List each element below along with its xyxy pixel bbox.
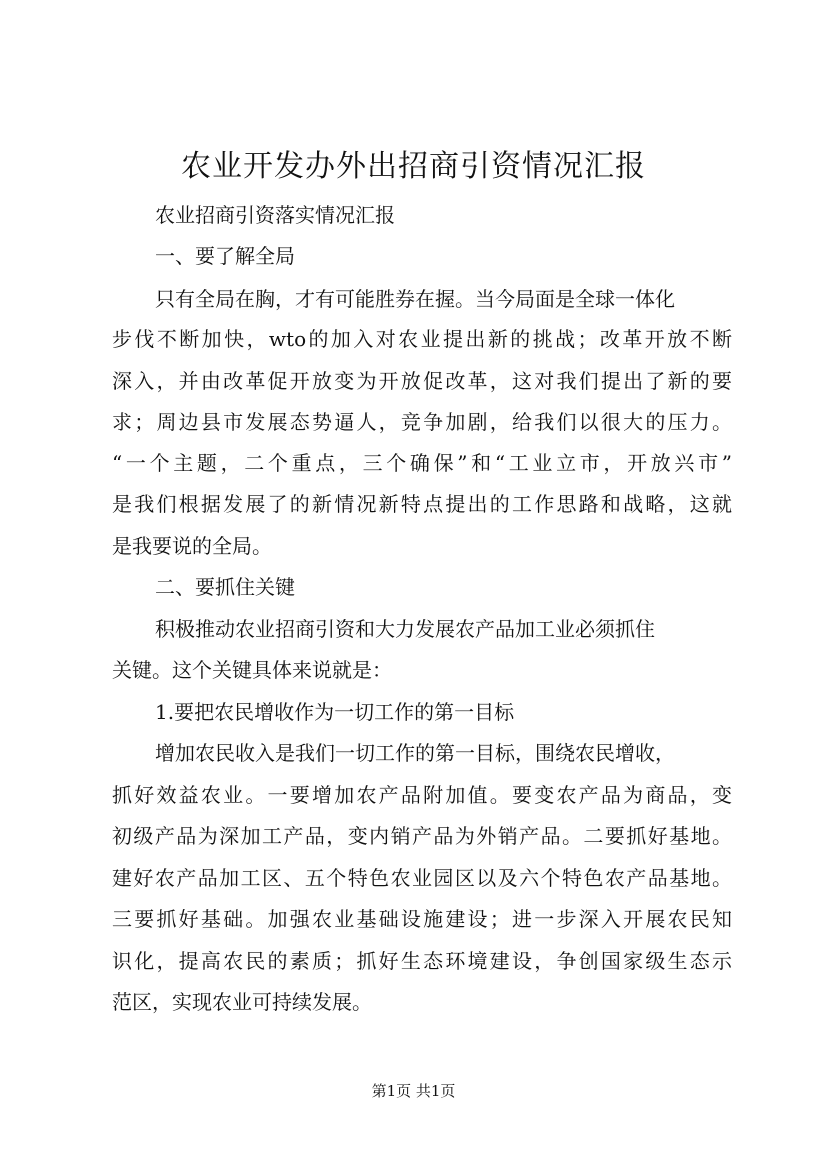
section-heading-2: 二、要抓住关键 [155,575,295,599]
paragraph-line: 求；周边县市发展态势逼人，竞争加剧，给我们以很大的压力。 [112,410,732,434]
paragraph-line: 三要抓好基础。加强农业基础设施建设；进一步深入开展农民知 [112,907,732,931]
paragraph-line: “一个主题，二个重点，三个确保”和“工业立市，开放兴市” [112,451,732,475]
paragraph-line: 范区，实现农业可持续发展。 [112,990,372,1014]
paragraph-line: 增加农民收入是我们一切工作的第一目标，围绕农民增收， [155,741,675,765]
paragraph-line: 积极推动农业招商引资和大力发展农产品加工业必须抓住 [155,617,655,641]
subtitle-line: 农业招商引资落实情况汇报 [155,203,395,227]
paragraph-line: 是我们根据发展了的新情况新特点提出的工作思路和战略，这就 [112,492,732,516]
subsection-heading: 1.要把农民增收作为一切工作的第一目标 [155,700,515,724]
paragraph-line: 只有全局在胸，才有可能胜券在握。当今局面是全球一体化 [155,287,675,311]
paragraph-line: 初级产品为深加工产品，变内销产品为外销产品。二要抓好基地。 [112,824,732,848]
section-heading-1: 一、要了解全局 [155,244,295,268]
paragraph-line: 建好农产品加工区、五个特色农业园区以及六个特色农产品基地。 [112,866,732,890]
paragraph-line: 深入，并由改革促开放变为开放促改革，这对我们提出了新的要 [112,369,732,393]
paragraph-line: 识化，提高农民的素质；抓好生态环境建设，争创国家级生态示 [112,949,732,973]
paragraph-line: 步伐不断加快，wto的加入对农业提出新的挑战；改革开放不断 [112,327,732,351]
paragraph-line: 是我要说的全局。 [112,534,272,558]
paragraph-line: 抓好效益农业。一要增加农产品附加值。要变农产品为商品，变 [112,783,732,807]
document-title: 农业开发办外出招商引资情况汇报 [181,149,646,184]
page-footer: 第1页 共1页 [371,1082,456,1100]
paragraph-line: 关键。这个关键具体来说就是： [112,658,392,682]
